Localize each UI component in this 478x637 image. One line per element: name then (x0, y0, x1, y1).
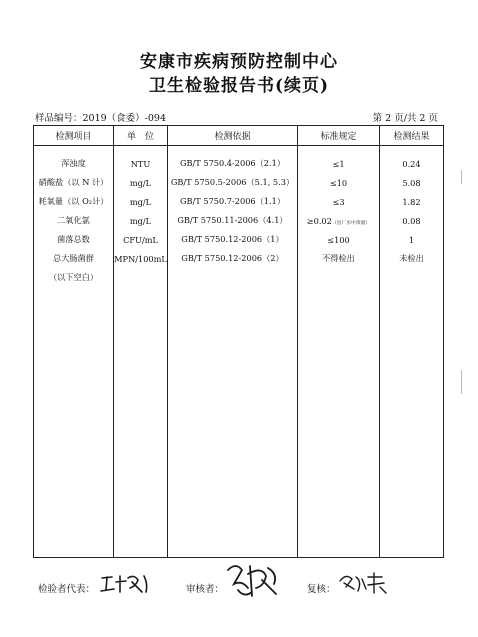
table-row (34, 230, 444, 249)
table-header-row (34, 126, 444, 146)
cell-method: GB/T 5750.5-2006（5.1, 5.3） (168, 173, 298, 192)
cell-unit: CFU/mL (114, 230, 168, 249)
scan-mark (461, 170, 462, 184)
col-header-unit: 单 位 (114, 126, 168, 146)
cell-unit: MPN/100mL (114, 249, 168, 268)
cell-unit: mg/L (114, 211, 168, 230)
table-row (34, 192, 444, 211)
rechecker-label: 复核： (307, 584, 336, 595)
table-row (34, 173, 444, 192)
col-header-method: 检测依据 (168, 126, 298, 146)
cell-result: 未检出 (380, 249, 444, 268)
page-number: 第 2 页/共 2 页 (372, 113, 438, 124)
table-row (34, 211, 444, 230)
cell-item: 耗氧量（以 O₂计） (34, 192, 114, 211)
inspector-signature (98, 570, 168, 596)
cell-unit: mg/L (114, 192, 168, 211)
col-header-item: 检测项目 (34, 126, 114, 146)
cell-standard (298, 211, 380, 230)
sample-number: 样品编号：2019（食委）-094 (35, 113, 167, 124)
reviewer-label: 审核者： (186, 584, 225, 595)
col-header-result: 检测结果 (380, 126, 444, 146)
table-row (34, 249, 444, 268)
inspector-name: 王栢 (98, 570, 100, 571)
standard-note: （出厂水中余量） (331, 220, 371, 226)
document-title: 卫生检验报告书(续页) (148, 76, 330, 96)
cell-standard: 不得检出 (298, 249, 380, 268)
rechecker-signature (336, 571, 392, 595)
reviewer-name: 刘静 (222, 560, 224, 561)
cell-unit: mg/L (114, 173, 168, 192)
inspector-label: 检验者代表： (38, 584, 96, 595)
table-row (34, 154, 444, 173)
cell-method: GB/T 5750.11-2006（4.1） (168, 211, 298, 230)
scan-mark (461, 370, 462, 394)
cell-method: GB/T 5750.12-2006（1） (168, 230, 298, 249)
cell-method: GB/T 5750.7-2006（1.1） (168, 192, 298, 211)
cell-standard: ≤100 (298, 230, 380, 249)
blank-note: （以下空白） (34, 268, 114, 287)
test-results-table (33, 125, 444, 558)
cell-result: 0.24 (380, 154, 444, 173)
cell-result: 1.82 (380, 192, 444, 211)
cell-standard: ≤10 (298, 173, 380, 192)
table-row (34, 268, 444, 287)
cell-item: 二氧化氯 (34, 211, 114, 230)
cell-result: 0.08 (380, 211, 444, 230)
cell-result: 1 (380, 230, 444, 249)
cell-unit: NTU (114, 154, 168, 173)
cell-result: 5.08 (380, 173, 444, 192)
rechecker-name: 余小年 (336, 571, 339, 572)
cell-standard: ≤1 (298, 154, 380, 173)
cell-method: GB/T 5750.12-2006（2） (168, 249, 298, 268)
cell-item: 浑浊度 (34, 154, 114, 173)
organization-title: 安康市疾病预防控制中心 (140, 52, 338, 72)
cell-method: GB/T 5750.4-2006（2.1） (168, 154, 298, 173)
cell-item: 硝酸盐（以 N 计） (34, 173, 114, 192)
cell-item: 总大肠菌群 (34, 249, 114, 268)
cell-item: 菌落总数 (34, 230, 114, 249)
cell-standard: ≤3 (298, 192, 380, 211)
standard-value: ≥0.02 (306, 215, 332, 226)
col-header-standard: 标准规定 (298, 126, 380, 146)
reviewer-signature (222, 560, 284, 602)
